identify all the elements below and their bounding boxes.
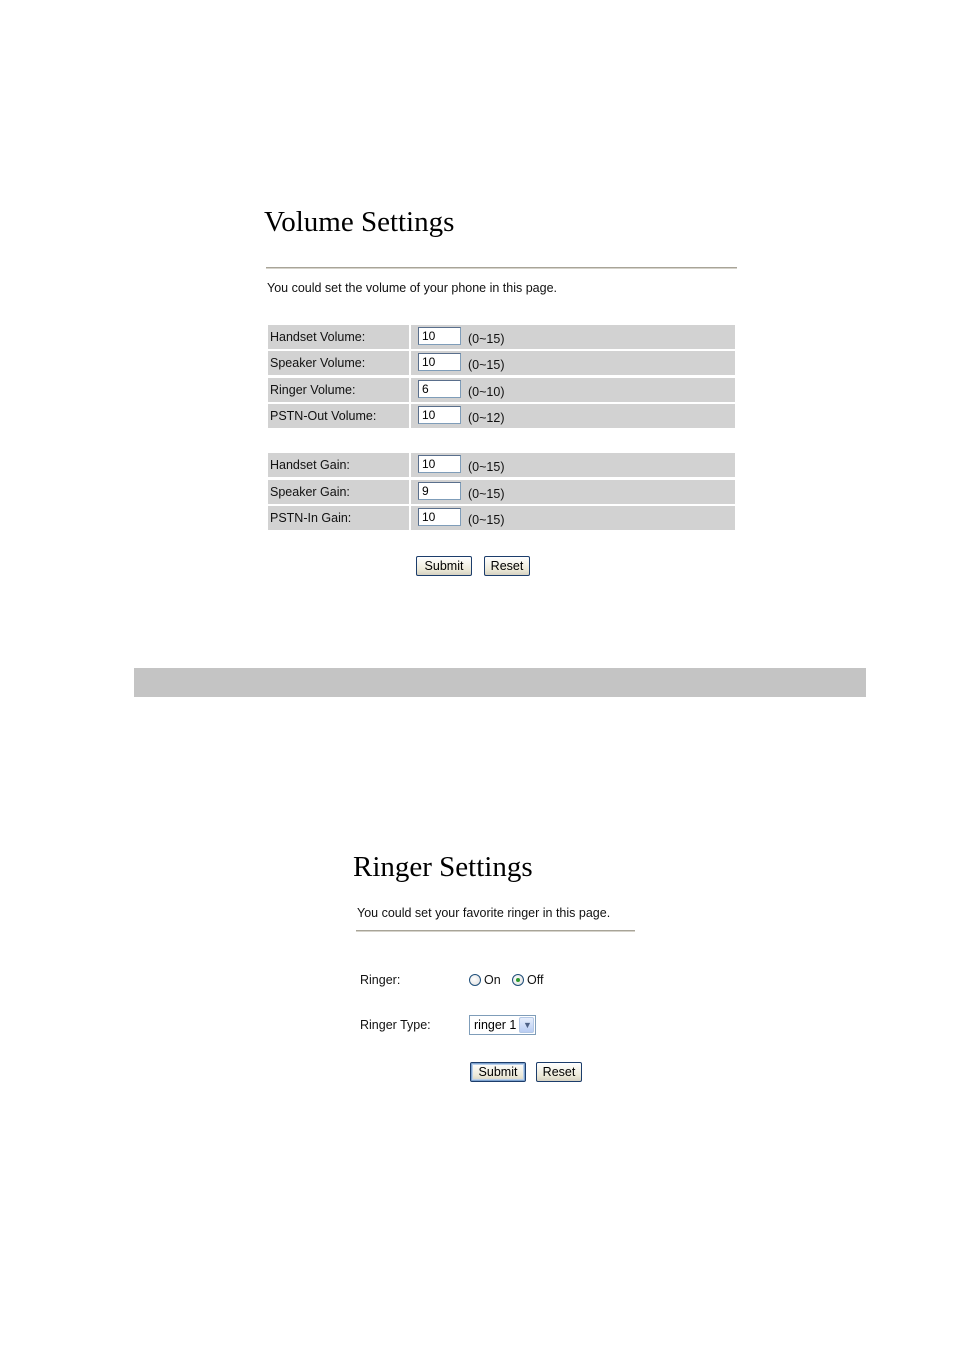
handset-volume-range: (0~15) bbox=[468, 332, 505, 346]
pstn-in-gain-range: (0~15) bbox=[468, 513, 505, 527]
handset-gain-label: Handset Gain: bbox=[270, 458, 350, 472]
pstn-out-volume-label: PSTN-Out Volume: bbox=[270, 409, 377, 423]
ringer-description: You could set your favorite ringer in this page. bbox=[357, 906, 611, 920]
ringer-settings-title: Ringer Settings bbox=[353, 851, 533, 883]
volume-reset-button[interactable]: Reset bbox=[484, 556, 530, 576]
ringer-on-label[interactable]: On bbox=[484, 973, 501, 987]
speaker-gain-label: Speaker Gain: bbox=[270, 485, 350, 499]
ringer-volume-range: (0~10) bbox=[468, 385, 505, 399]
chevron-down-icon[interactable]: ▼ bbox=[519, 1017, 534, 1033]
handset-gain-row bbox=[268, 453, 735, 477]
volume-title-divider bbox=[266, 267, 737, 269]
ringer-volume-row bbox=[268, 378, 735, 402]
handset-gain-range: (0~15) bbox=[468, 460, 505, 474]
ringer-volume-label: Ringer Volume: bbox=[270, 383, 356, 397]
pstn-out-volume-range: (0~12) bbox=[468, 411, 505, 425]
volume-description: You could set the volume of your phone in this page. bbox=[267, 281, 558, 295]
pstn-out-volume-row bbox=[268, 404, 735, 428]
handset-gain-input[interactable] bbox=[418, 455, 461, 473]
speaker-volume-row bbox=[268, 351, 735, 375]
ringer-title-divider bbox=[356, 930, 635, 932]
speaker-volume-range: (0~15) bbox=[468, 358, 505, 372]
speaker-gain-range: (0~15) bbox=[468, 487, 505, 501]
speaker-volume-label: Speaker Volume: bbox=[270, 356, 366, 370]
ringer-type-label: Ringer Type: bbox=[360, 1018, 431, 1032]
handset-volume-input[interactable] bbox=[418, 327, 461, 345]
ringer-off-label[interactable]: Off bbox=[527, 973, 544, 987]
ringer-off-radio[interactable] bbox=[512, 974, 524, 986]
ringer-type-value: ringer 1 bbox=[474, 1018, 517, 1032]
ringer-type-select[interactable] bbox=[469, 1015, 536, 1035]
pstn-out-volume-input[interactable] bbox=[418, 406, 461, 424]
section-divider-bar bbox=[134, 668, 866, 697]
handset-volume-row bbox=[268, 325, 735, 349]
ringer-reset-button[interactable]: Reset bbox=[536, 1062, 582, 1082]
ringer-on-radio[interactable] bbox=[469, 974, 481, 986]
volume-settings-title: Volume Settings bbox=[264, 206, 455, 238]
handset-volume-label: Handset Volume: bbox=[270, 330, 366, 344]
ringer-label: Ringer: bbox=[360, 973, 401, 987]
speaker-gain-row bbox=[268, 480, 735, 504]
speaker-gain-input[interactable] bbox=[418, 482, 461, 500]
pstn-in-gain-label: PSTN-In Gain: bbox=[270, 511, 352, 525]
pstn-in-gain-input[interactable] bbox=[418, 508, 461, 526]
pstn-in-gain-row bbox=[268, 506, 735, 530]
volume-submit-button[interactable]: Submit bbox=[416, 556, 472, 576]
speaker-volume-input[interactable] bbox=[418, 353, 461, 371]
ringer-submit-button[interactable]: Submit bbox=[470, 1062, 526, 1082]
ringer-volume-input[interactable] bbox=[418, 380, 461, 398]
